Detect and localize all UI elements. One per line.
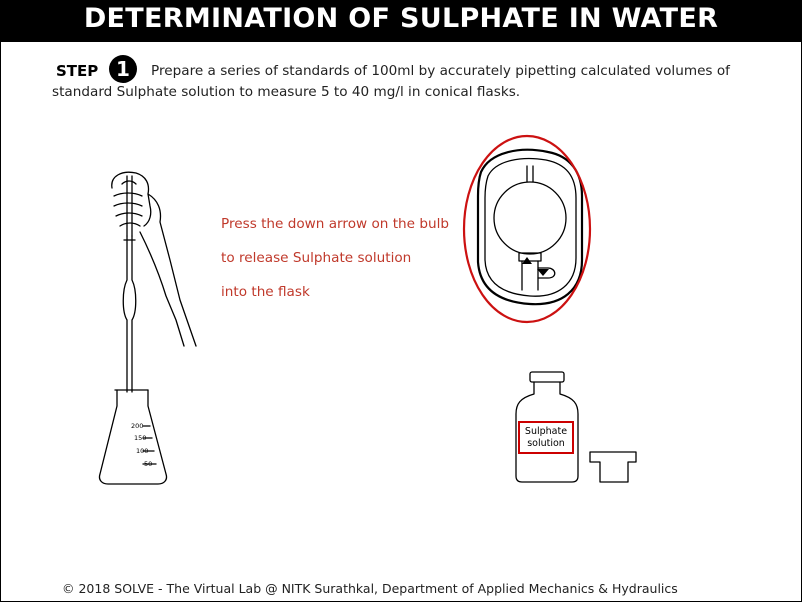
bottle-label-line2: solution [527, 438, 565, 449]
step-label: STEP [56, 62, 99, 80]
pipette [123, 176, 136, 392]
step-number-badge: 1 [109, 55, 137, 83]
flask-mark-100: 100 [136, 447, 149, 455]
footer-copyright: © 2018 SOLVE - The Virtual Lab @ NITK Surathkal, Department of Applied Mechanics & Hydraulics [62, 581, 678, 596]
down-arrow-icon[interactable] [537, 269, 549, 276]
hint-line1: Press the down arrow on the bulb [221, 216, 449, 232]
bulb-highlight-ring [464, 136, 590, 322]
hint-line3: into the flask [221, 284, 310, 300]
flask-mark-150: 150 [134, 434, 147, 442]
bottle-label [518, 421, 574, 454]
flask-mark-200: 200 [131, 422, 144, 430]
flask-mark-50: 50 [144, 460, 153, 468]
bottle-stopper [590, 452, 636, 482]
pipette-bulb-icon [478, 150, 582, 304]
page-title: DETERMINATION OF SULPHATE IN WATER [83, 3, 719, 34]
hint-line2: to release Sulphate solution [221, 250, 412, 266]
hand-illustration [112, 172, 196, 346]
step-instruction-line1: Prepare a series of standards of 100ml by accurately pipetting calculated volumes of [151, 63, 730, 79]
bottle-label-line1: Sulphate [524, 426, 568, 437]
conical-flask [99, 390, 166, 484]
step-instruction-line2: standard Sulphate solution to measure 5 to 40 mg/l in conical flasks. [52, 84, 521, 100]
